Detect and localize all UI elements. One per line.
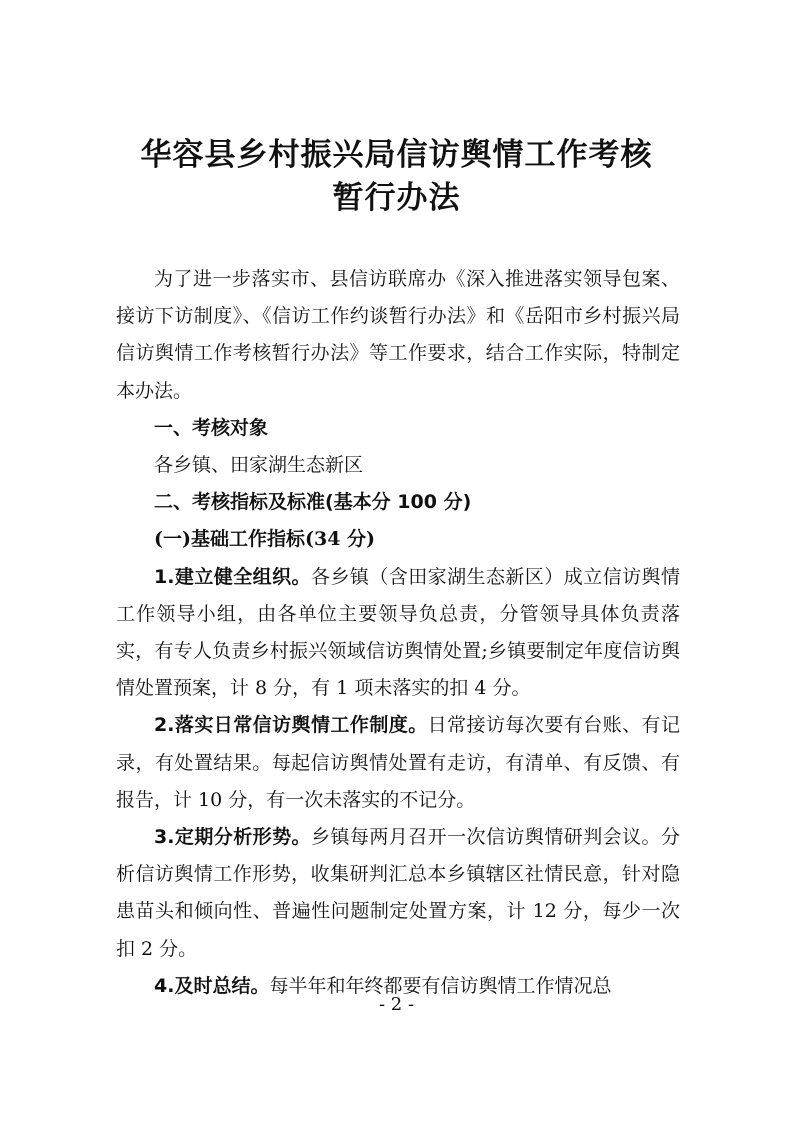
item-paragraph-3 [116,819,680,968]
section-2-heading: 二、考核指标及标准(基本分 100 分) [154,491,472,514]
item-label-1: 1.建立健全组织。 [154,565,311,588]
item-label-2: 2.落实日常信访舆情工作制度。 [154,714,428,737]
section-1-text: 各乡镇、田家湖生态新区 [154,454,364,477]
subsection-1-heading: (一)基础工作指标(34 分) [154,528,376,551]
item-text-2: 日常接访每次要有台账、有记录，有处置结果。每起信访舆情处置有走访，有清单、有反馈、有报告，计 10 分，有一次未落实的不记分。 [116,714,680,811]
intro-paragraph: 为了进一步落实市、县信访联席办《深入推进落实领导包案、接访下访制度》、《信访工作约谈暂行办法》和《岳阳市乡村振兴局信访舆情工作考核暂行办法》等工作要求，结合工作实际，特制定本办法。 [116,268,680,402]
item-paragraph-2 [116,707,680,819]
document-title-line-1: 华容县乡村振兴局信访舆情工作考核 [140,137,653,173]
document-title-line-2: 暂行办法 [332,180,461,216]
section-1-heading: 一、考核对象 [154,416,269,439]
page-number: - 2 - [378,994,415,1015]
item-paragraph-1 [116,559,680,708]
item-label-4: 4.及时总结。 [154,974,270,997]
item-text-1: 各乡镇（含田家湖生态新区）成立信访舆情工作领导小组，由各单位主要领导负总责，分管领导具体负责落实，有专人负责乡村振兴领域信访舆情处置;乡镇要制定年度信访舆情处置预案，计 8 分，有 1 项未落实的扣 4 分。 [116,565,680,700]
document-body [116,261,680,1005]
item-text-4: 每半年和年终都要有信访舆情工作情况总 [269,974,612,997]
item-label-3: 3.定期分析形势。 [154,826,311,849]
item-text-3: 乡镇每两月召开一次信访舆情研判会议。分析信访舆情工作形势，收集研判汇总本乡镇辖区社情民意，针对隐患苗头和倾向性、普遍性问题制定处置方案，计 12 分，每少一次扣 2 分。 [116,826,680,960]
